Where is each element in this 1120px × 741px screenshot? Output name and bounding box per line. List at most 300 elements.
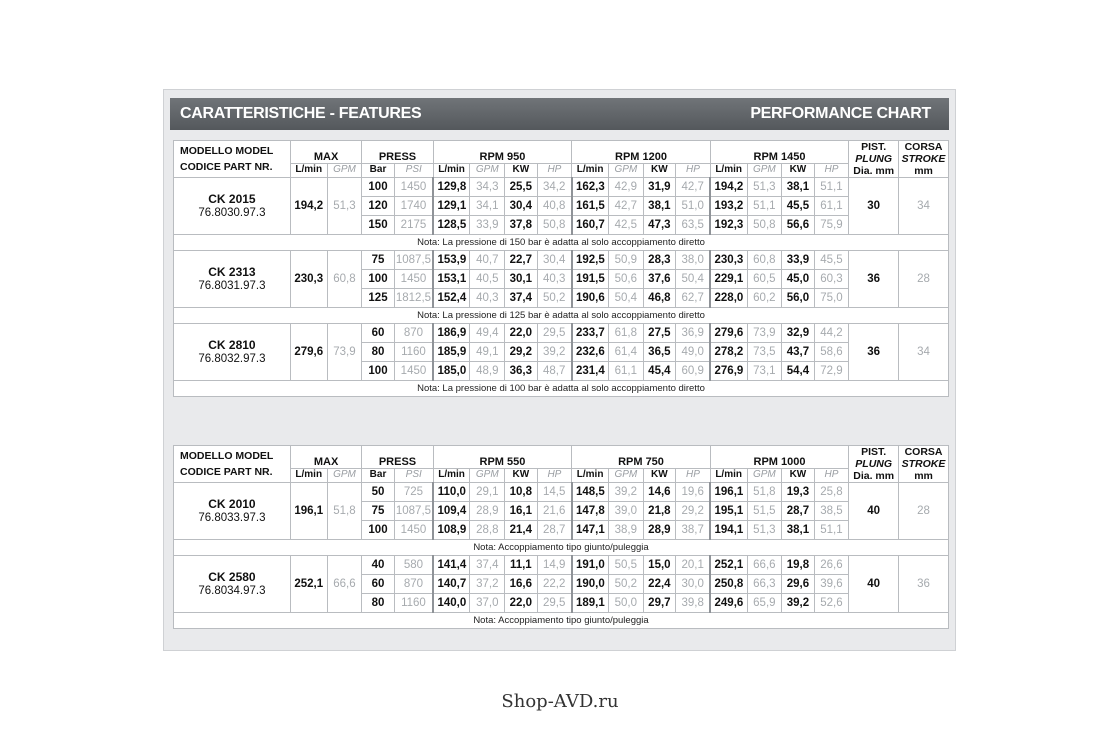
value-cell: 152,4 [433,289,470,308]
rpm-header: RPM 1450 [710,141,849,164]
max-lmin-cell: 252,1 [290,556,327,613]
value-cell: 33,9 [470,216,505,235]
bar-subheader: Bar [362,164,394,178]
lmin-subheader: L/min [290,469,327,483]
value-cell: 120 [362,197,394,216]
piston-diameter-cell: 40 [849,483,899,540]
table-row [174,556,949,575]
value-cell: 66,6 [747,556,782,575]
model-cell [174,556,291,613]
value-cell: 38,1 [782,178,814,197]
value-cell: 141,4 [433,556,470,575]
gpm-subheader: GPM [747,164,782,178]
value-cell: 191,0 [572,556,609,575]
value-cell: 228,0 [710,289,747,308]
value-cell: 39,2 [537,343,572,362]
value-cell: 36,9 [676,324,711,343]
value-cell: 25,5 [505,178,537,197]
value-cell: 50,8 [747,216,782,235]
value-cell: 190,0 [572,575,609,594]
table-row [174,483,949,502]
value-cell: 36,3 [505,362,537,381]
value-cell: 40,3 [537,270,572,289]
value-cell: 40 [362,556,394,575]
value-cell: 50,2 [537,289,572,308]
value-cell: 1812,5 [394,289,433,308]
value-cell: 1740 [394,197,433,216]
value-cell: 39,8 [676,594,711,613]
rpm-header: RPM 750 [572,446,711,469]
kw-subheader: KW [782,469,814,483]
value-cell: 194,2 [710,178,747,197]
value-cell: 72,9 [814,362,849,381]
hp-subheader: HP [537,164,572,178]
value-cell: 150 [362,216,394,235]
value-cell: 60 [362,324,394,343]
value-cell: 1450 [394,178,433,197]
model-header-line: MODELLO MODEL [180,450,274,462]
value-cell: 38,7 [676,521,711,540]
table-row [174,178,949,197]
value-cell: 19,8 [782,556,814,575]
value-cell: 14,5 [537,483,572,502]
value-cell: 61,4 [609,343,644,362]
value-cell: 73,9 [747,324,782,343]
value-cell: 185,0 [433,362,470,381]
value-cell: 51,1 [814,178,849,197]
value-cell: 33,9 [782,251,814,270]
value-cell: 49,0 [676,343,711,362]
value-cell: 278,2 [710,343,747,362]
value-cell: 42,7 [676,178,711,197]
model-column-header [174,141,291,178]
value-cell: 230,3 [710,251,747,270]
value-cell: 232,6 [572,343,609,362]
value-cell: 30,1 [505,270,537,289]
model-cell [174,324,291,381]
value-cell: 15,0 [643,556,675,575]
value-cell: 38,1 [782,521,814,540]
table-row [174,251,949,270]
part-number: 76.8031.97.3 [198,280,266,292]
rpm-header: RPM 1000 [710,446,849,469]
value-cell: 192,3 [710,216,747,235]
value-cell: 22,0 [505,324,537,343]
performance-table [173,445,949,629]
value-cell: 110,0 [433,483,470,502]
value-cell: 21,4 [505,521,537,540]
value-cell: 100 [362,178,394,197]
value-cell: 147,1 [572,521,609,540]
value-cell: 60 [362,575,394,594]
part-number: 76.8030.97.3 [198,207,266,219]
lmin-subheader: L/min [433,164,470,178]
stroke-cell: 34 [899,324,949,381]
value-cell: 162,3 [572,178,609,197]
value-cell: 66,3 [747,575,782,594]
lmin-subheader: L/min [572,164,609,178]
stroke-cell: 34 [899,178,949,235]
value-cell: 73,5 [747,343,782,362]
value-cell: 61,1 [609,362,644,381]
value-cell: 28,7 [782,502,814,521]
lmin-subheader: L/min [710,164,747,178]
model-name: CK 2810 [208,338,256,352]
piston-diameter-cell: 36 [849,251,899,308]
stroke-header [899,446,949,483]
value-cell: 61,8 [609,324,644,343]
value-cell: 28,8 [470,521,505,540]
value-cell: 50,5 [609,556,644,575]
value-cell: 44,2 [814,324,849,343]
gpm-subheader: GPM [747,469,782,483]
value-cell: 16,1 [505,502,537,521]
value-cell: 11,1 [505,556,537,575]
part-number: 76.8034.97.3 [198,585,266,597]
value-cell: 1450 [394,270,433,289]
note-cell: Nota: La pressione di 100 bar è adatta al solo accoppiamento diretto [174,381,949,397]
value-cell: 75 [362,251,394,270]
value-cell: 56,0 [782,289,814,308]
value-cell: 39,0 [609,502,644,521]
value-cell: 54,4 [782,362,814,381]
note-cell: Nota: La pressione di 150 bar è adatta al solo accoppiamento diretto [174,235,949,251]
press-header: PRESS [362,446,433,469]
value-cell: 42,7 [609,197,644,216]
model-header-line: MODELLO MODEL [180,145,274,157]
table-row [174,324,949,343]
part-number: 76.8032.97.3 [198,353,266,365]
value-cell: 51,0 [676,197,711,216]
value-cell: 10,8 [505,483,537,502]
code-header-line: CODICE PART NR. [180,161,273,173]
value-cell: 189,1 [572,594,609,613]
value-cell: 194,1 [710,521,747,540]
value-cell: 193,2 [710,197,747,216]
value-cell: 153,1 [433,270,470,289]
value-cell: 38,9 [609,521,644,540]
stroke-header-line: mm [914,165,933,177]
value-cell: 45,0 [782,270,814,289]
value-cell: 279,6 [710,324,747,343]
psi-subheader: PSI [394,469,433,483]
part-number: 76.8033.97.3 [198,512,266,524]
piston-header-line: PLUNG [855,458,893,470]
piston-header-line: PLUNG [855,153,893,165]
value-cell: 32,9 [782,324,814,343]
value-cell: 29,6 [782,575,814,594]
gpm-subheader: GPM [609,164,644,178]
lmin-subheader: L/min [710,469,747,483]
kw-subheader: KW [643,164,675,178]
value-cell: 37,2 [470,575,505,594]
hp-subheader: HP [676,469,711,483]
value-cell: 2175 [394,216,433,235]
value-cell: 14,9 [537,556,572,575]
value-cell: 49,4 [470,324,505,343]
value-cell: 21,6 [537,502,572,521]
hp-subheader: HP [537,469,572,483]
gpm-subheader: GPM [327,469,362,483]
stroke-header-line: CORSA [904,446,943,458]
note-cell: Nota: Accoppiamento tipo giunto/puleggia [174,613,949,629]
value-cell: 52,6 [814,594,849,613]
value-cell: 75,9 [814,216,849,235]
rpm-header: RPM 950 [433,141,572,164]
value-cell: 43,7 [782,343,814,362]
value-cell: 50,4 [676,270,711,289]
value-cell: 38,1 [643,197,675,216]
max-gpm-cell: 51,3 [327,178,362,235]
value-cell: 37,6 [643,270,675,289]
value-cell: 29,2 [676,502,711,521]
value-cell: 185,9 [433,343,470,362]
value-cell: 1087,5 [394,502,433,521]
value-cell: 870 [394,575,433,594]
performance-card [163,89,956,651]
max-lmin-cell: 230,3 [290,251,327,308]
value-cell: 1160 [394,594,433,613]
value-cell: 125 [362,289,394,308]
max-lmin-cell: 194,2 [290,178,327,235]
value-cell: 30,0 [676,575,711,594]
hp-subheader: HP [814,164,849,178]
value-cell: 190,6 [572,289,609,308]
max-gpm-cell: 51,8 [327,483,362,540]
value-cell: 75,0 [814,289,849,308]
value-cell: 60,3 [814,270,849,289]
value-cell: 65,9 [747,594,782,613]
value-cell: 30,4 [537,251,572,270]
performance-chart-title: PERFORMANCE CHART [750,105,931,122]
note-cell: Nota: La pressione di 125 bar è adatta al solo accoppiamento diretto [174,308,949,324]
value-cell: 28,3 [643,251,675,270]
value-cell: 20,1 [676,556,711,575]
value-cell: 22,0 [505,594,537,613]
value-cell: 276,9 [710,362,747,381]
max-lmin-cell: 196,1 [290,483,327,540]
value-cell: 870 [394,324,433,343]
piston-header-line: Dia. mm [853,470,895,482]
value-cell: 129,8 [433,178,470,197]
psi-subheader: PSI [394,164,433,178]
value-cell: 109,4 [433,502,470,521]
value-cell: 75 [362,502,394,521]
value-cell: 160,7 [572,216,609,235]
value-cell: 50,9 [609,251,644,270]
max-gpm-cell: 73,9 [327,324,362,381]
piston-header-line: PIST. [861,446,887,458]
value-cell: 50,4 [609,289,644,308]
gpm-subheader: GPM [327,164,362,178]
value-cell: 14,6 [643,483,675,502]
stroke-header-line: mm [914,470,933,482]
kw-subheader: KW [643,469,675,483]
code-header-line: CODICE PART NR. [180,466,273,478]
piston-header [849,141,899,178]
value-cell: 56,6 [782,216,814,235]
value-cell: 50,2 [609,575,644,594]
value-cell: 50,6 [609,270,644,289]
value-cell: 40,7 [470,251,505,270]
header-bar [170,98,949,130]
value-cell: 580 [394,556,433,575]
max-gpm-cell: 60,8 [327,251,362,308]
value-cell: 39,2 [782,594,814,613]
stroke-header [899,141,949,178]
value-cell: 45,4 [643,362,675,381]
value-cell: 45,5 [782,197,814,216]
value-cell: 22,7 [505,251,537,270]
lmin-subheader: L/min [572,469,609,483]
value-cell: 46,8 [643,289,675,308]
value-cell: 40,8 [537,197,572,216]
value-cell: 29,5 [537,324,572,343]
value-cell: 42,9 [609,178,644,197]
model-cell [174,251,291,308]
value-cell: 108,9 [433,521,470,540]
stroke-header-line: CORSA [904,141,943,153]
value-cell: 29,2 [505,343,537,362]
value-cell: 34,1 [470,197,505,216]
value-cell: 34,3 [470,178,505,197]
value-cell: 28,9 [643,521,675,540]
max-header: MAX [290,141,361,164]
value-cell: 148,5 [572,483,609,502]
value-cell: 73,1 [747,362,782,381]
value-cell: 147,8 [572,502,609,521]
hp-subheader: HP [676,164,711,178]
value-cell: 30,4 [505,197,537,216]
value-cell: 186,9 [433,324,470,343]
value-cell: 27,5 [643,324,675,343]
value-cell: 45,5 [814,251,849,270]
lmin-subheader: L/min [433,469,470,483]
press-header: PRESS [362,141,433,164]
lmin-subheader: L/min [290,164,327,178]
stroke-cell: 36 [899,556,949,613]
kw-subheader: KW [782,164,814,178]
value-cell: 40,5 [470,270,505,289]
max-header: MAX [290,446,361,469]
value-cell: 51,1 [814,521,849,540]
value-cell: 60,8 [747,251,782,270]
gpm-subheader: GPM [470,164,505,178]
value-cell: 80 [362,343,394,362]
piston-diameter-cell: 30 [849,178,899,235]
kw-subheader: KW [505,164,537,178]
value-cell: 37,4 [505,289,537,308]
value-cell: 161,5 [572,197,609,216]
value-cell: 60,5 [747,270,782,289]
value-cell: 19,3 [782,483,814,502]
value-cell: 42,5 [609,216,644,235]
value-cell: 22,2 [537,575,572,594]
value-cell: 250,8 [710,575,747,594]
stroke-header-line: STROKE [901,153,946,165]
value-cell: 196,1 [710,483,747,502]
value-cell: 26,6 [814,556,849,575]
value-cell: 140,0 [433,594,470,613]
piston-diameter-cell: 36 [849,324,899,381]
max-lmin-cell: 279,6 [290,324,327,381]
value-cell: 51,1 [747,197,782,216]
value-cell: 48,7 [537,362,572,381]
value-cell: 51,5 [747,502,782,521]
value-cell: 36,5 [643,343,675,362]
value-cell: 61,1 [814,197,849,216]
value-cell: 37,8 [505,216,537,235]
value-cell: 249,6 [710,594,747,613]
value-cell: 50,0 [609,594,644,613]
stroke-header-line: STROKE [901,458,946,470]
value-cell: 31,9 [643,178,675,197]
kw-subheader: KW [505,469,537,483]
value-cell: 39,2 [609,483,644,502]
value-cell: 58,6 [814,343,849,362]
value-cell: 231,4 [572,362,609,381]
piston-header [849,446,899,483]
rpm-header: RPM 550 [433,446,572,469]
value-cell: 1160 [394,343,433,362]
value-cell: 128,5 [433,216,470,235]
stroke-cell: 28 [899,251,949,308]
note-cell: Nota: Accoppiamento tipo giunto/puleggia [174,540,949,556]
value-cell: 49,1 [470,343,505,362]
value-cell: 140,7 [433,575,470,594]
value-cell: 38,0 [676,251,711,270]
value-cell: 40,3 [470,289,505,308]
gpm-subheader: GPM [609,469,644,483]
model-column-header [174,446,291,483]
value-cell: 1087,5 [394,251,433,270]
value-cell: 48,9 [470,362,505,381]
value-cell: 50 [362,483,394,502]
stroke-cell: 28 [899,483,949,540]
value-cell: 38,5 [814,502,849,521]
value-cell: 29,1 [470,483,505,502]
value-cell: 50,8 [537,216,572,235]
model-name: CK 2580 [208,570,256,584]
value-cell: 100 [362,362,394,381]
model-name: CK 2015 [208,192,256,206]
value-cell: 19,6 [676,483,711,502]
value-cell: 39,6 [814,575,849,594]
value-cell: 191,5 [572,270,609,289]
value-cell: 129,1 [433,197,470,216]
value-cell: 153,9 [433,251,470,270]
value-cell: 100 [362,270,394,289]
value-cell: 22,4 [643,575,675,594]
value-cell: 60,9 [676,362,711,381]
value-cell: 47,3 [643,216,675,235]
value-cell: 100 [362,521,394,540]
value-cell: 29,5 [537,594,572,613]
rpm-header: RPM 1200 [572,141,711,164]
value-cell: 195,1 [710,502,747,521]
value-cell: 21,8 [643,502,675,521]
piston-diameter-cell: 40 [849,556,899,613]
value-cell: 60,2 [747,289,782,308]
features-title: CARATTERISTICHE - FEATURES [180,105,422,122]
value-cell: 62,7 [676,289,711,308]
value-cell: 37,4 [470,556,505,575]
piston-header-line: PIST. [861,141,887,153]
model-cell [174,178,291,235]
model-name: CK 2010 [208,497,256,511]
model-cell [174,483,291,540]
value-cell: 229,1 [710,270,747,289]
